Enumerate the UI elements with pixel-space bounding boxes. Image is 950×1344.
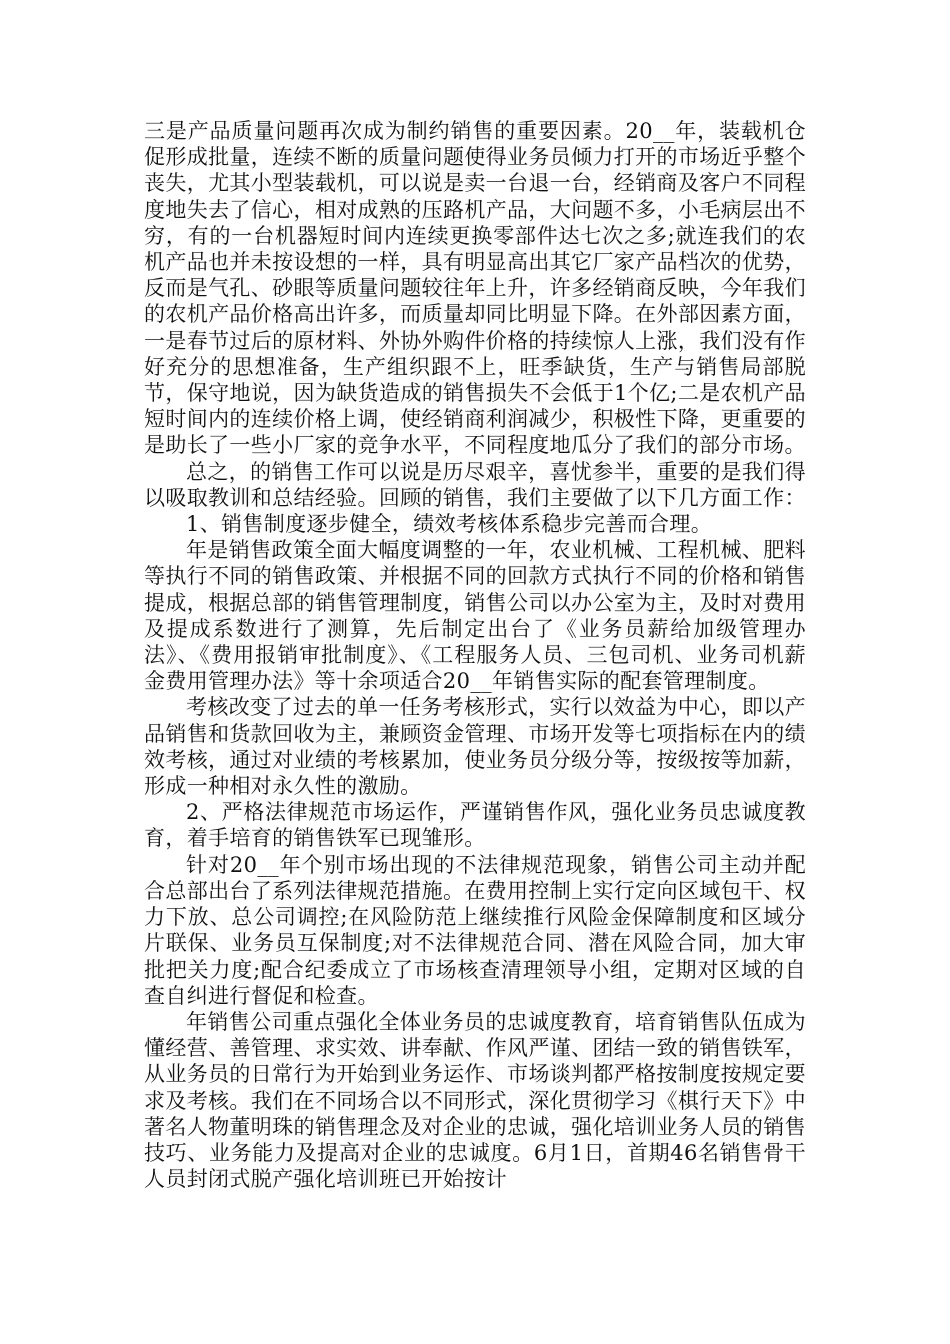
paragraph-quality-issues: 三是产品质量问题再次成为制约销售的重要因素。20__年，装载机仓促形成批量，连续不断的质量问题使得业务员倾力打开的市场近乎整个丧失，尤其小型装载机，可以说是卖一台退一台，经销商及客户不同程度地失去了信心，相对成熟的压路机产品，大问题不多，小毛病层出不穷，有的一台机器短时间内连续更换零部件达七次之多;就连我们的农机产品也并未按设想的一样，具有明显高出其它厂家产品档次的优势，反而是气孔、砂眼等质量问题较往年上升，许多经销商反映，今年我们的农机产品价格高出许多，而质量却同比明显下降。在外部因素方面，一是春节过后的原材料、外协外购件价格的持续惊人上涨，我们没有作好充分的思想准备，生产组织跟不上，旺季缺货，生产与销售局部脱节，保守地说，因为缺货造成的销售损失不会低于1个亿;二是农机产品短时间内的连续价格上调，使经销商利润减少，积极性下降，更重要的是助长了一些小厂家的竞争水平，不同程度地瓜分了我们的部分市场。 bbox=[144, 119, 806, 458]
paragraph-loyalty-training: 年销售公司重点强化全体业务员的忠诚度教育，培育销售队伍成为懂经营、善管理、求实效、讲奉献、作风严谨、团结一致的销售铁军，从业务员的日常行为开始到业务运作、市场谈判都严格按制度按规定要求及考核。我们在不同场合以不同形式，深化贯彻学习《棋行天下》中著名人物董明珠的销售理念及对企业的忠诚，强化培训业务人员的销售技巧、业务能力及提高对企业的忠诚度。6月1日，首期46名销售骨干人员封闭式脱产强化培训班已开始按计 bbox=[144, 1009, 806, 1192]
document-page bbox=[144, 118, 806, 1192]
paragraph-heading-2: 2、严格法律规范市场运作，严谨销售作风，强化业务员忠诚度教育，着手培育的销售铁军已现雏形。 bbox=[144, 800, 806, 851]
paragraph-assessment: 考核改变了过去的单一任务考核形式，实行以效益为中心，即以产品销售和货款回收为主，兼顾资金管理、市场开发等七项指标在内的绩效考核，通过对业绩的考核累加，使业务员分级分等，按级按等加薪，形成一种相对永久性的激励。 bbox=[144, 695, 806, 799]
paragraph-sales-policy: 年是销售政策全面大幅度调整的一年，农业机械、工程机械、肥料等执行不同的销售政策、并根据不同的回款方式执行不同的价格和销售提成，根据总部的销售管理制度，销售公司以办公室为主，及时对费用及提成系数进行了测算，先后制定出台了《业务员薪给加级管理办法》、《费用报销审批制度》、《工程服务人员、三包司机、业务司机薪金费用管理办法》等十余项适合20__年销售实际的配套管理制度。 bbox=[144, 538, 806, 694]
paragraph-heading-1: 1、销售制度逐步健全，绩效考核体系稳步完善而合理。 bbox=[186, 512, 713, 537]
paragraph-summary: 总之，的销售工作可以说是历尽艰辛，喜忧参半，重要的是我们得以吸取教训和总结经验。回顾的销售，我们主要做了以下几方面工作： bbox=[144, 459, 806, 510]
paragraph-regulation-measures: 针对20__年个别市场出现的不法律规范现象，销售公司主动并配合总部出台了系列法律规范措施。在费用控制上实行定向区域包干、权力下放、总公司调控;在风险防范上继续推行风险金保障制度和区域分片联保、业务员互保制度;对不法律规范合同、潜在风险合同，加大审批把关力度;配合纪委成立了市场核查清理领导小组，定期对区域的自查自纠进行督促和检查。 bbox=[144, 852, 806, 1008]
